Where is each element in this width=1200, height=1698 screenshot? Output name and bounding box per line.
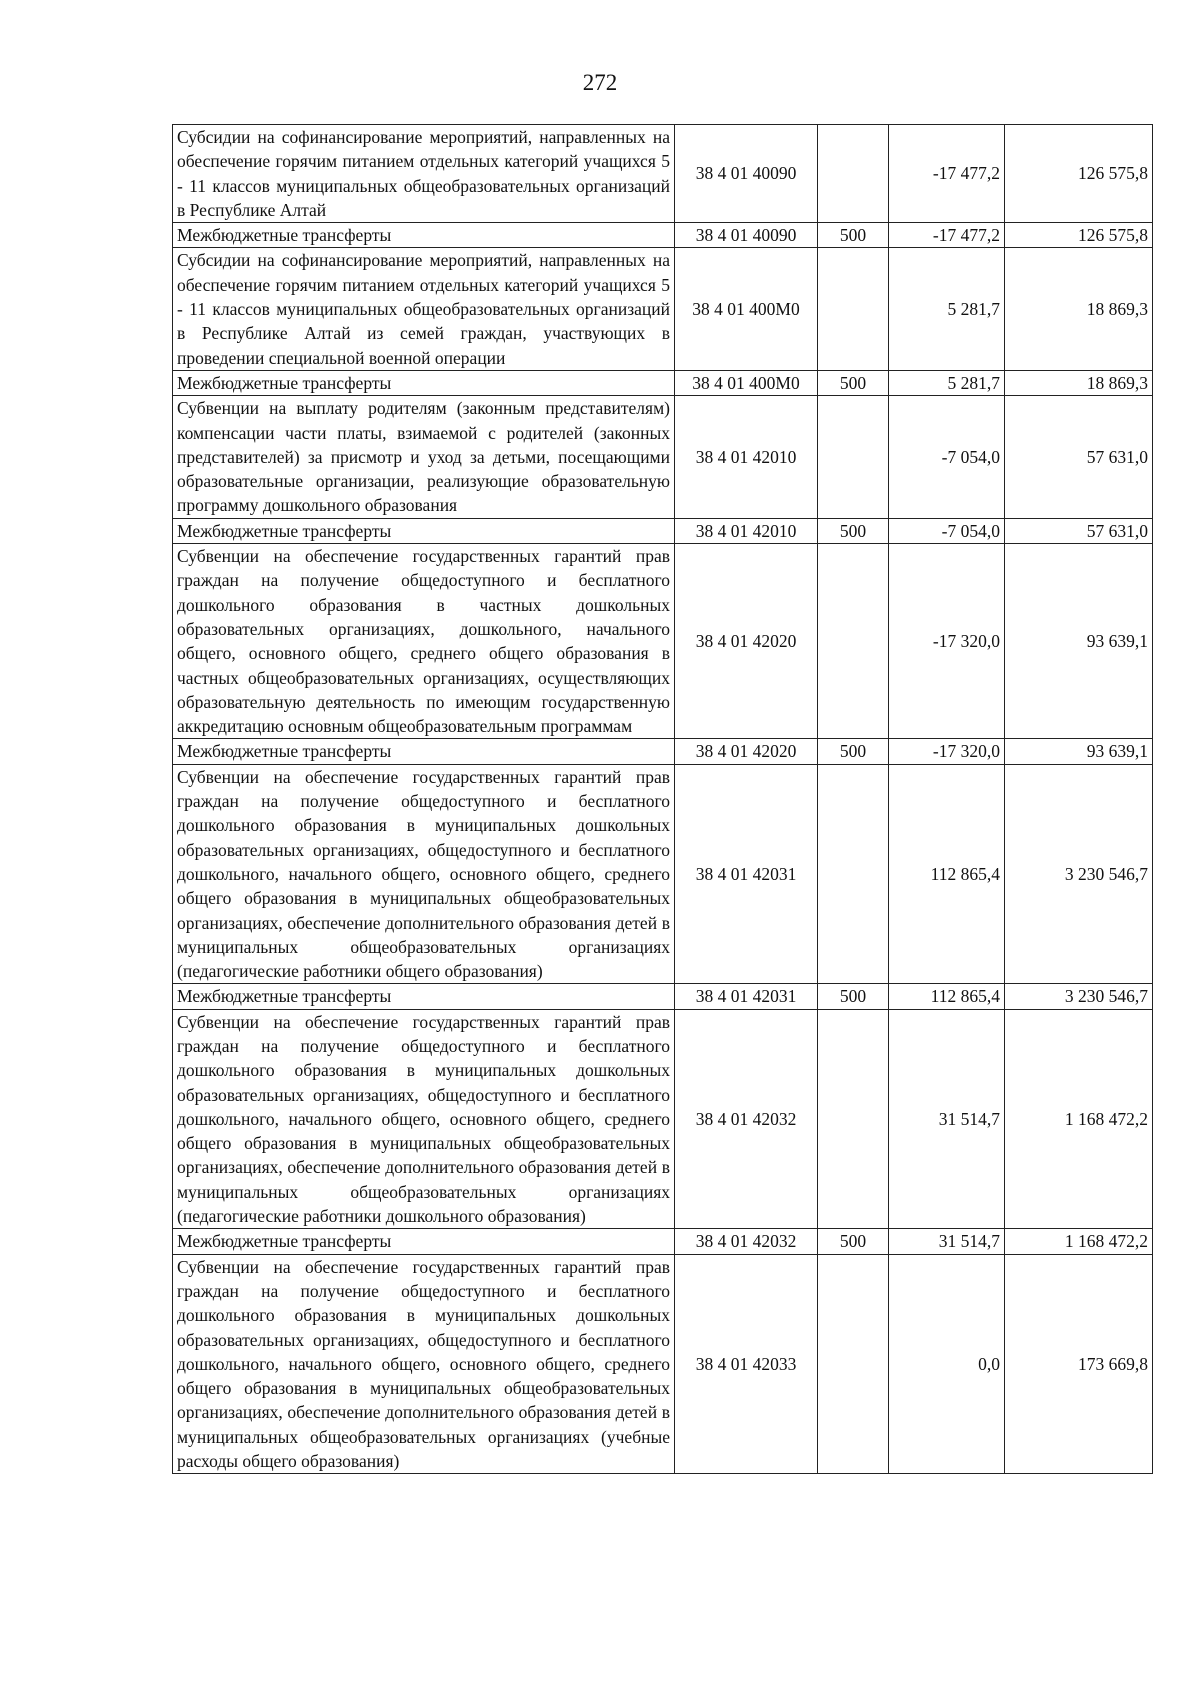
row-expense-type-cell [818,125,889,223]
row-change-cell: -7 054,0 [889,518,1005,543]
table-row [173,518,1153,543]
table-row [173,248,1153,370]
row-code-cell: 38 4 01 40090 [675,223,818,248]
row-expense-type-cell [818,1009,889,1229]
row-code-cell: 38 4 01 42020 [675,544,818,739]
row-name-cell: Субвенции на обеспечение государственных гарантий прав граждан на получение общедоступного и бесплатного дошкольного образования в муниципальных дошкольных образовательных организациях, общедоступного и бесплатного дошкольного, начального общего, основного общего, среднего общего образования в муниципальных общеобразовательных организациях, обеспечение дополнительного образования детей в муниципальных общеобразовательных организациях (учебные расходы общего образования) [173,1254,675,1474]
row-expense-type-cell: 500 [818,370,889,395]
table-row [173,125,1153,223]
row-name-cell: Межбюджетные трансферты [173,984,675,1009]
table-row [173,984,1153,1009]
row-name-cell: Межбюджетные трансферты [173,739,675,764]
row-expense-type-cell [818,396,889,518]
table-row [173,223,1153,248]
table-row [173,1229,1153,1254]
row-change-cell: 0,0 [889,1254,1005,1474]
row-name-cell: Субвенции на обеспечение государственных гарантий прав граждан на получение общедоступного и бесплатного дошкольного образования в муниципальных дошкольных образовательных организациях, общедоступного и бесплатного дошкольного, начального общего, основного общего, среднего общего образования в муниципальных общеобразовательных организациях, обеспечение дополнительного образования детей в муниципальных общеобразовательных организациях (педагогические работники дошкольного образования) [173,1009,675,1229]
row-code-cell: 38 4 01 42032 [675,1009,818,1229]
row-change-cell: -17 477,2 [889,125,1005,223]
row-name-cell: Межбюджетные трансферты [173,1229,675,1254]
row-code-cell: 38 4 01 42031 [675,764,818,984]
table-row [173,739,1153,764]
row-code-cell: 38 4 01 42010 [675,396,818,518]
row-code-cell: 38 4 01 42020 [675,739,818,764]
row-total-cell: 126 575,8 [1005,125,1153,223]
row-total-cell: 126 575,8 [1005,223,1153,248]
row-expense-type-cell: 500 [818,223,889,248]
table-row [173,1254,1153,1474]
row-expense-type-cell [818,764,889,984]
row-change-cell: 112 865,4 [889,764,1005,984]
row-total-cell: 3 230 546,7 [1005,764,1153,984]
row-total-cell: 18 869,3 [1005,370,1153,395]
row-change-cell: 31 514,7 [889,1009,1005,1229]
row-name-cell: Субвенции на обеспечение государственных гарантий прав граждан на получение общедоступного и бесплатного дошкольного образования в муниципальных дошкольных образовательных организациях, общедоступного и бесплатного дошкольного, начального общего, основного общего, среднего общего образования в муниципальных общеобразовательных организациях, обеспечение дополнительного образования детей в муниципальных общеобразовательных организациях (педагогические работники общего образования) [173,764,675,984]
row-name-cell: Субсидии на софинансирование мероприятий, направленных на обеспечение горячим питанием отдельных категорий учащихся 5 - 11 классов муниципальных общеобразовательных организаций в Республике Алтай из семей граждан, участвующих в проведении специальной военной операции [173,248,675,370]
table-row [173,764,1153,984]
row-name-cell: Субвенции на выплату родителям (законным представителям) компенсации части платы, взимаемой с родителей (законных представителей) за присмотр и уход за детьми, посещающими образовательные организации, реализующие образовательную программу дошкольного образования [173,396,675,518]
row-total-cell: 173 669,8 [1005,1254,1153,1474]
row-expense-type-cell: 500 [818,984,889,1009]
budget-table [172,124,1153,1474]
row-change-cell: -7 054,0 [889,396,1005,518]
page-number: 272 [582,70,618,95]
row-name-cell: Межбюджетные трансферты [173,370,675,395]
row-code-cell: 38 4 01 42033 [675,1254,818,1474]
row-code-cell: 38 4 01 42032 [675,1229,818,1254]
row-expense-type-cell [818,248,889,370]
row-expense-type-cell: 500 [818,1229,889,1254]
row-expense-type-cell: 500 [818,739,889,764]
row-change-cell: 5 281,7 [889,370,1005,395]
row-code-cell: 38 4 01 42031 [675,984,818,1009]
row-change-cell: -17 477,2 [889,223,1005,248]
row-change-cell: 112 865,4 [889,984,1005,1009]
row-code-cell: 38 4 01 42010 [675,518,818,543]
table-row [173,370,1153,395]
row-code-cell: 38 4 01 40090 [675,125,818,223]
row-expense-type-cell: 500 [818,518,889,543]
row-name-cell: Межбюджетные трансферты [173,223,675,248]
row-total-cell: 93 639,1 [1005,739,1153,764]
row-change-cell: 31 514,7 [889,1229,1005,1254]
row-code-cell: 38 4 01 400М0 [675,248,818,370]
row-total-cell: 57 631,0 [1005,518,1153,543]
row-change-cell: -17 320,0 [889,544,1005,739]
row-total-cell: 93 639,1 [1005,544,1153,739]
row-change-cell: -17 320,0 [889,739,1005,764]
row-expense-type-cell [818,1254,889,1474]
table-row [173,1009,1153,1229]
row-expense-type-cell [818,544,889,739]
row-name-cell: Межбюджетные трансферты [173,518,675,543]
row-total-cell: 1 168 472,2 [1005,1229,1153,1254]
row-total-cell: 18 869,3 [1005,248,1153,370]
row-change-cell: 5 281,7 [889,248,1005,370]
row-code-cell: 38 4 01 400М0 [675,370,818,395]
table-row [173,396,1153,518]
row-name-cell: Субсидии на софинансирование мероприятий, направленных на обеспечение горячим питанием отдельных категорий учащихся 5 - 11 классов муниципальных общеобразовательных организаций в Республике Алтай [173,125,675,223]
row-total-cell: 1 168 472,2 [1005,1009,1153,1229]
table-row [173,544,1153,739]
row-name-cell: Субвенции на обеспечение государственных гарантий прав граждан на получение общедоступного и бесплатного дошкольного образования в частных дошкольных образовательных организациях, дошкольного, начального общего, основного общего, среднего общего образования в частных общеобразовательных организациях, осуществляющих образовательную деятельность по имеющим государственную аккредитацию основным общеобразовательным программам [173,544,675,739]
row-total-cell: 57 631,0 [1005,396,1153,518]
row-total-cell: 3 230 546,7 [1005,984,1153,1009]
